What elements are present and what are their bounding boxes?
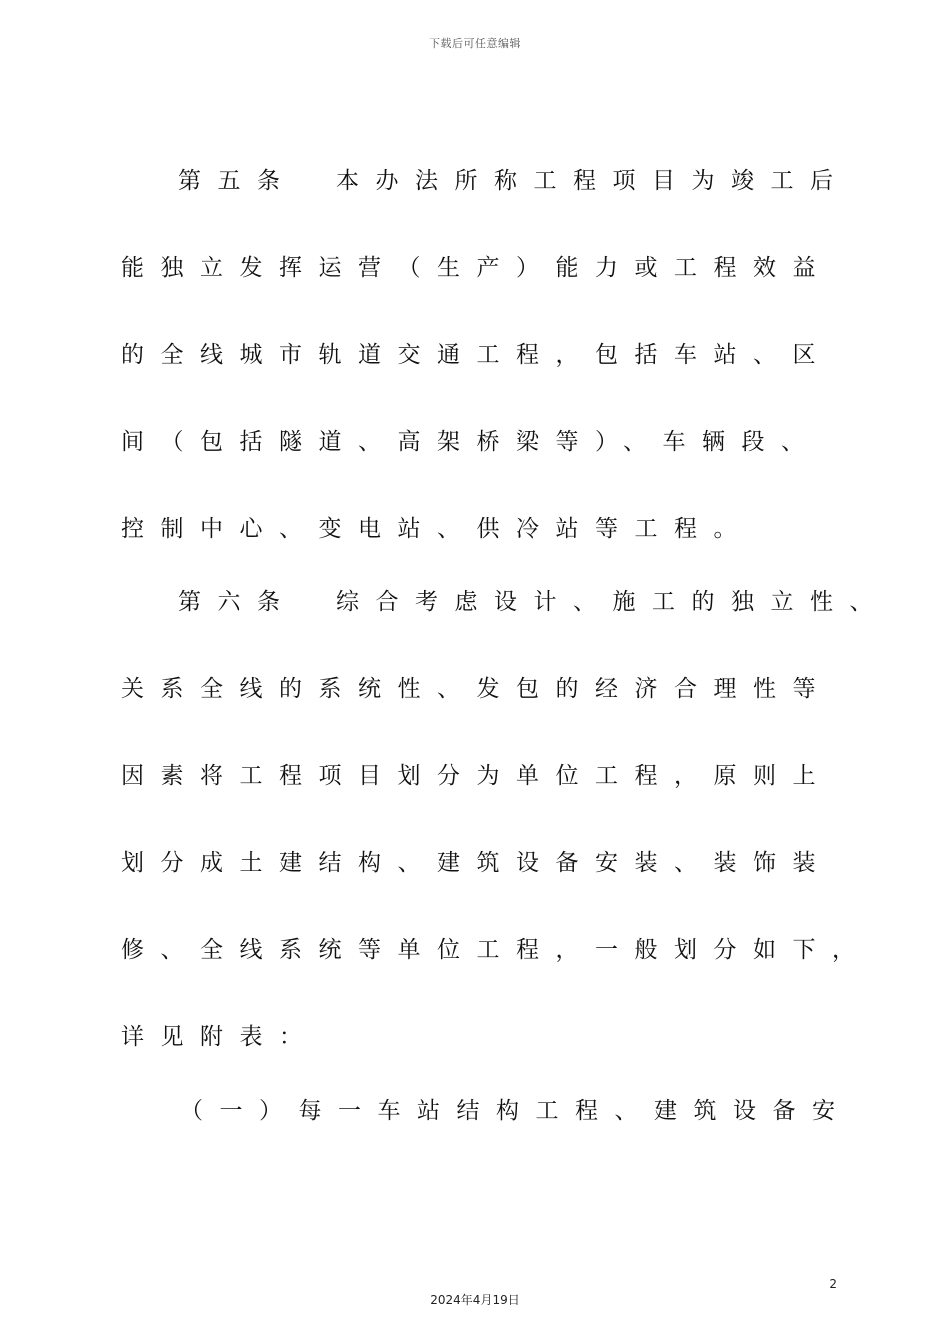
body-line-10: 修、全线系统等单位工程，一般划分如下， xyxy=(121,937,872,963)
page-footer-date: 2024年4月19日 xyxy=(430,1293,520,1307)
body-line-7: 关系全线的系统性、发包的经济合理性等 xyxy=(121,676,832,702)
body-line-9: 划分成土建结构、建筑设备安装、装饰装 xyxy=(121,850,832,876)
body-line-2: 能独立发挥运营（生产）能力或工程效益 xyxy=(121,255,832,281)
body-line-3: 的全线城市轨道交通工程，包括车站、区 xyxy=(121,342,832,368)
body-line-1: 第五条 本办法所称工程项目为竣工后 xyxy=(178,168,850,194)
body-line-11: 详见附表： xyxy=(121,1024,319,1050)
body-line-6: 第六条 综合考虑设计、施工的独立性、 xyxy=(178,589,889,615)
page-number: 2 xyxy=(829,1277,837,1291)
page-header: 下载后可任意编辑 xyxy=(429,37,521,50)
body-line-4: 间（包括隧道、高架桥梁等）、车辆段、 xyxy=(121,429,821,455)
body-line-5: 控制中心、变电站、供冷站等工程。 xyxy=(121,516,753,542)
body-line-12: （一）每一车站结构工程、建筑设备安 xyxy=(180,1098,852,1124)
body-line-8: 因素将工程项目划分为单位工程，原则上 xyxy=(121,763,832,789)
